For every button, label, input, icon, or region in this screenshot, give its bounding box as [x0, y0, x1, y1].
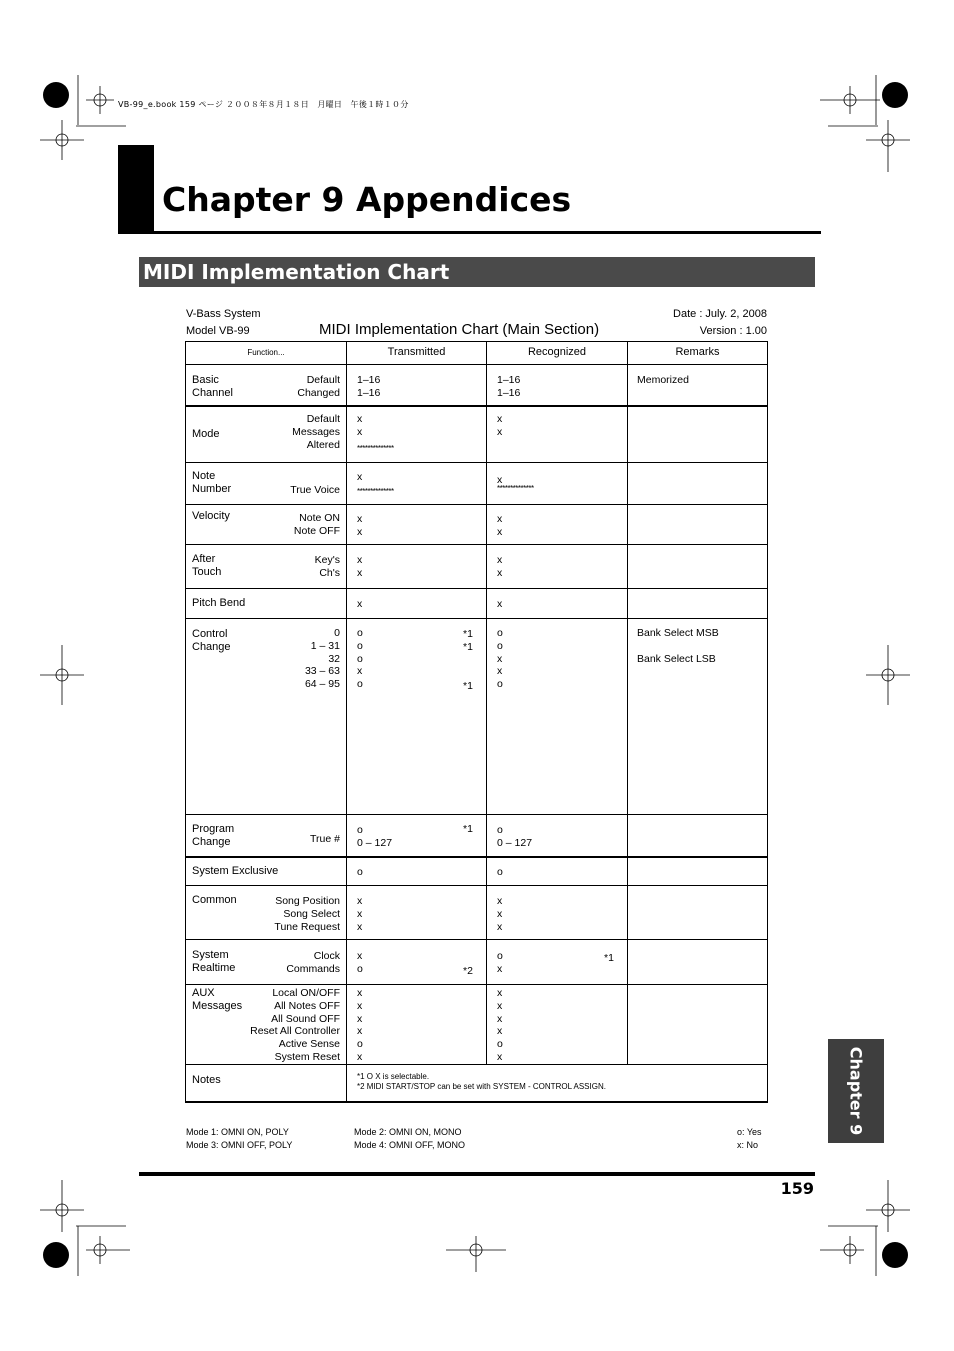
legend-yes: o: Yes [737, 1127, 762, 1137]
col-function: Function... [247, 348, 285, 357]
row-label: Basic Channel [192, 374, 233, 399]
section-title: MIDI Implementation Chart [143, 260, 450, 284]
row-sub: Default Changed [297, 374, 340, 399]
cell-rx: x x [497, 413, 503, 438]
cell-rx: x [497, 598, 503, 610]
legend-mode2: Mode 2: OMNI ON, MONO [354, 1127, 462, 1137]
cell-tx: x x [357, 413, 363, 438]
chart-version: Version : 1.00 [699, 325, 767, 337]
col-recognized: Recognized [527, 346, 587, 358]
cell-rx: x x x [497, 895, 503, 933]
row-sub: 0 1 – 31 32 33 – 63 64 – 95 [304, 627, 340, 691]
row-label: AUX Messages [192, 987, 243, 1012]
cell-tx: x x x [357, 895, 363, 933]
row-sub: Note ON Note OFF [293, 512, 340, 537]
cell-tx: o o o x o [357, 627, 363, 691]
footer-rule [139, 1172, 815, 1176]
col-transmitted: Transmitted [387, 346, 446, 358]
cell-rx: x x [497, 513, 503, 538]
cell-tx-note: *1 [463, 641, 473, 653]
cell-rx: o [497, 866, 503, 878]
cell-tx-note: *2 [463, 965, 473, 977]
row-sub: Local ON/OFF All Notes OFF All Sound OFF Reset All Controller Active Sense System Reset [250, 987, 340, 1063]
row-label: Notes [192, 1074, 221, 1086]
cell-tx: x o [357, 950, 363, 975]
cell-rx-note: *1 [604, 952, 614, 964]
cell-tx: x [357, 598, 363, 610]
cell-tx: x [357, 471, 363, 483]
cell-rx: x [497, 474, 503, 486]
legend-mode1: Mode 1: OMNI ON, POLY [186, 1127, 289, 1137]
cell-tx-note: *1 [463, 628, 473, 640]
row-label: Mode [192, 428, 220, 440]
chapter-side-label: Chapter 9 [846, 1046, 866, 1136]
cell-tx: o [357, 866, 363, 878]
col-remarks: Remarks [675, 346, 720, 358]
row-label: Velocity [192, 510, 230, 522]
cell-tx: x x [357, 513, 363, 538]
cell-tx: x x [357, 554, 363, 579]
legend-mode3: Mode 3: OMNI OFF, POLY [186, 1140, 293, 1150]
cell-rx: o x [497, 950, 503, 975]
cell-rx: 1–16 1–16 [497, 374, 521, 399]
row-sub: Key's Ch's [314, 554, 340, 579]
legend-mode4: Mode 4: OMNI OFF, MONO [354, 1140, 466, 1150]
cell-tx-note: *1 [463, 823, 473, 835]
chapter-title: Chapter 9 Appendices [162, 180, 572, 219]
cell-rx: x x [497, 554, 503, 579]
row-label: System Exclusive [192, 865, 279, 877]
cell-rx: x x x x o x [497, 987, 503, 1063]
chapter-block [118, 145, 154, 231]
system-name: V-Bass System [186, 308, 261, 320]
cell-tx: o 0 – 127 [357, 824, 393, 849]
row-sub: Default Messages Altered [292, 413, 340, 451]
row-sub: Song Position Song Select Tune Request [274, 895, 340, 933]
row-label: Pitch Bend [192, 597, 246, 609]
model-name: Model VB-99 [186, 325, 250, 337]
cell-tx: x x x x o x [357, 987, 363, 1063]
cell-tx-stars: ************** [357, 444, 394, 453]
row-sub: Clock Commands [286, 950, 340, 975]
page-number: 159 [780, 1179, 814, 1198]
cell-remarks: Bank Select MSB [637, 627, 719, 639]
cell-tx-note: *1 [463, 680, 473, 692]
row-label: System Realtime [192, 949, 236, 974]
print-info: VB-99_e.book 159 ページ ２００８年８月１８日 月曜日 午後１時１０分 [118, 100, 409, 109]
cell-tx: 1–16 1–16 [357, 374, 381, 399]
cell-remarks: Bank Select LSB [637, 653, 716, 665]
cell-rx: o 0 – 127 [497, 824, 533, 849]
row-label: Note Number [192, 470, 232, 495]
cell-remarks: Memorized [637, 374, 689, 386]
row-sub: True # [310, 833, 340, 845]
legend-no: x: No [737, 1140, 759, 1150]
cell-rx: o o x x o [497, 627, 503, 691]
chart-date: Date : July. 2, 2008 [673, 308, 767, 320]
cell-tx-stars: ************** [357, 487, 394, 496]
row-label: Common [192, 894, 237, 906]
row-label: After Touch [192, 553, 222, 578]
row-label: Control Change [192, 628, 231, 653]
chapter-rule [118, 231, 821, 234]
notes-text: *1 O X is selectable. *2 MIDI START/STOP can be set with SYSTEM - CONTROL ASSIGN. [357, 1072, 606, 1091]
row-sub: True Voice [290, 484, 340, 496]
chart-title: MIDI Implementation Chart (Main Section) [319, 321, 600, 338]
row-label: Program Change [192, 823, 235, 848]
cell-rx-stars: ************** [497, 484, 534, 493]
